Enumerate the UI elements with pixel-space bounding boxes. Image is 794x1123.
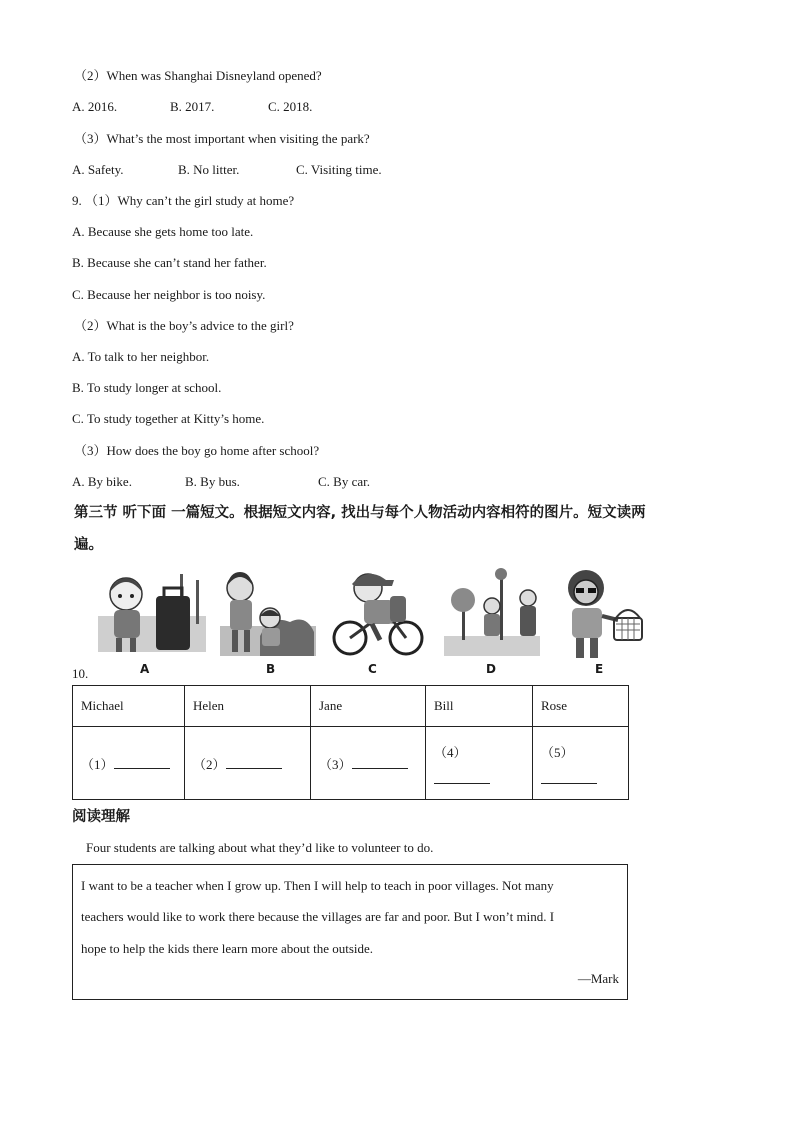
q9-3-options <box>72 474 370 490</box>
picture-a <box>98 566 210 660</box>
answer-table <box>72 685 629 800</box>
q9-2-option-b: B. To study longer at school. <box>72 380 222 395</box>
header-cell: Helen <box>185 686 311 727</box>
q8-3-options <box>72 162 382 178</box>
option-c: C. Visiting time. <box>296 162 382 177</box>
answer-blank-1[interactable] <box>114 756 170 769</box>
header-cell: Michael <box>73 686 185 727</box>
answer-cell <box>311 727 426 800</box>
table-header-row <box>73 686 629 727</box>
passage-line-1: I want to be a teacher when I grow up. Then I will help to teach in poor villages. Not many <box>81 878 554 893</box>
picture-e <box>556 566 652 660</box>
passage-box <box>72 864 628 1000</box>
header-cell: Rose <box>533 686 629 727</box>
header-cell: Bill <box>426 686 533 727</box>
blank-label: （5） <box>541 745 574 760</box>
option-a: A. By bike. <box>72 474 132 489</box>
blank-label: （1） <box>81 756 114 772</box>
option-a: A. Safety. <box>72 162 124 177</box>
q9-1-question: 9. （1）Why can’t the girl study at home? <box>72 193 295 208</box>
q9-1-option-a: A. Because she gets home too late. <box>72 224 254 239</box>
blank-label: （3） <box>319 756 352 772</box>
blank-label: （4） <box>434 745 467 760</box>
q10-number: 10. <box>72 666 89 681</box>
picture-c <box>328 566 424 660</box>
q8-2-question: （2）When was Shanghai Disneyland opened? <box>74 68 322 83</box>
reading-title: 阅读理解 <box>72 809 130 825</box>
reading-intro: Four students are talking about what they’d like to volunteer to do. <box>86 840 434 855</box>
answer-blank-5[interactable] <box>541 769 597 784</box>
q9-1-option-b: B. Because she can’t stand her father. <box>72 255 267 270</box>
picture-label-c: C <box>368 662 377 676</box>
option-b: B. By bus. <box>185 474 240 489</box>
picture-d <box>444 566 540 660</box>
picture-label-a: A <box>140 662 150 676</box>
picture-label-b: B <box>266 662 276 676</box>
answer-cell <box>73 727 185 800</box>
picture-strip <box>96 566 656 678</box>
passage-signature: —Mark <box>577 971 619 986</box>
section3-instruction-line2: 遍。 <box>74 537 103 553</box>
answer-blank-2[interactable] <box>226 756 282 769</box>
q8-3-question: （3）What’s the most important when visiting the park? <box>74 131 370 146</box>
answer-blank-3[interactable] <box>352 756 408 769</box>
answer-cell <box>426 727 533 800</box>
picture-label-e: E <box>595 662 604 676</box>
picture-label-d: D <box>486 662 496 676</box>
q9-3-question: （3）How does the boy go home after school? <box>74 443 320 458</box>
q9-1-option-c: C. Because her neighbor is too noisy. <box>72 287 266 302</box>
q9-2-question: （2）What is the boy’s advice to the girl? <box>74 318 294 333</box>
option-b: B. No litter. <box>178 162 240 177</box>
option-b: B. 2017. <box>170 99 215 114</box>
table-answer-row <box>73 727 629 800</box>
header-cell: Jane <box>311 686 426 727</box>
passage-line-2: teachers would like to work there because the villages are far and poor. But I won’t mind. I <box>81 909 555 924</box>
q9-2-option-c: C. To study together at Kitty’s home. <box>72 411 265 426</box>
section3-instruction-line1: 第三节 听下面 一篇短文。根据短文内容, 找出与每个人物活动内容相符的图片。短文读两 <box>74 505 646 521</box>
q8-2-options <box>72 99 312 115</box>
option-a: A. 2016. <box>72 99 118 114</box>
blank-label: （2） <box>193 756 226 772</box>
answer-cell <box>533 727 629 800</box>
option-c: C. By car. <box>318 474 370 489</box>
picture-b <box>220 566 316 660</box>
answer-cell <box>185 727 311 800</box>
q9-2-option-a: A. To talk to her neighbor. <box>72 349 210 364</box>
answer-blank-4[interactable] <box>434 769 490 784</box>
passage-line-3: hope to help the kids there learn more about the outside. <box>81 941 374 956</box>
option-c: C. 2018. <box>268 99 313 114</box>
